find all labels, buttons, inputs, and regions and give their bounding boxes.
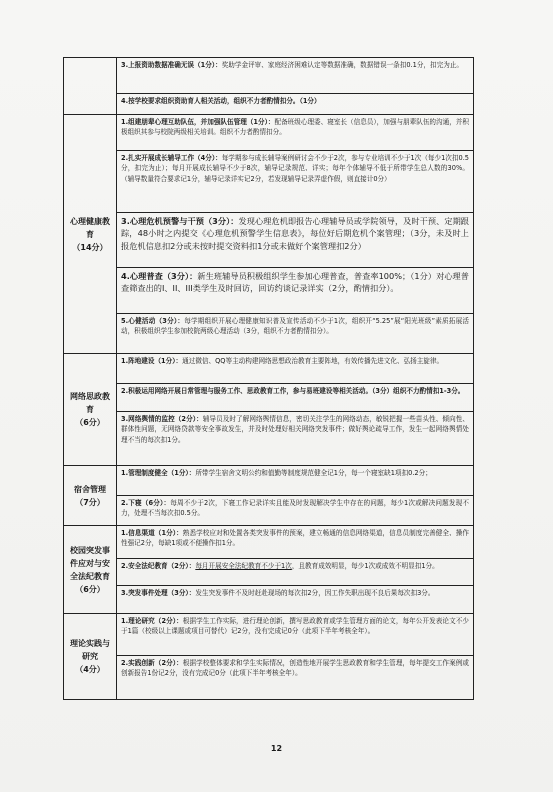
category-cell (64, 354, 117, 466)
category-cell (64, 115, 117, 354)
table-row (64, 526, 474, 559)
table-row (64, 94, 474, 115)
criterion-item: 3.上报资助数据准确无误（1分）：奖助学金评审、家庭经济困难认定等数据准确，数据错误一条扣0.1分，扣完为止。 (117, 58, 474, 94)
criterion-item: 3.心理危机预警与干预（3分）：发现心理危机即报告心理辅导员或学院领导，及时干预、定期跟踪，48小时之内提交《心理危机预警学生信息表》，每位好后期危机个案管理；（3分，未及时上报危机信息扣2分或未按时提交资料扣1分或未做好个案管理扣2分） (117, 213, 474, 268)
criterion-item: 5.心健活动（3分）：每学期组织开展心理健康知识普及宣传活动不少于1次，组织开“5.25”展“阳光班级”素质拓展活动，积极组织学生参加校院两级心理活动（3分，组织不力者酌情扣分）。 (117, 314, 474, 354)
table-row (64, 268, 474, 314)
table-row (64, 115, 474, 151)
table-row (64, 656, 474, 700)
criterion-item: 1.组建朋辈心理互助队伍，并加强队伍管理（1分）：配备班级心理委、寝室长（信息员），加强与朋辈队伍的沟通，并积极组织其参与校院两级相关培训。组织不力者酌情扣分。 (117, 115, 474, 151)
criterion-item: 2.安全法纪教育（2分）：每月开展安全法纪教育不少于1次，且教育成效明显，每少1次或成效不明显扣1分。 (117, 559, 474, 586)
table-row (64, 559, 474, 586)
table-row (64, 412, 474, 466)
category-score: （4分） (75, 665, 105, 674)
category-score: （6分） (75, 418, 105, 427)
criterion-item: 4.按学校要求组织资助育人相关活动，组织不力者酌情扣分。（1分） (117, 94, 474, 115)
criterion-item: 2.积极运用网络开展日常管理与服务工作、思政教育工作，参与易班建设等相关活动。（3分）组织不力酌情扣1-3分。 (117, 384, 474, 412)
category-score: （7分） (75, 497, 105, 507)
table-row (64, 213, 474, 268)
table-row (64, 466, 474, 496)
category-score: （6分） (75, 584, 105, 594)
criterion-item: 3.网络舆情的监控（2分）：辅导员及时了解网络舆情信息，密切关注学生的网络动态，敏锐把握一些苗头性、倾向性、群体性问题，无网络贷款等安全事故发生，并及时处理好相关网络突发事件；做好舆论疏导工作，发生一起网络舆情处理不当的每次扣1分。 (117, 412, 474, 466)
table-row (64, 314, 474, 354)
criterion-item: 3.突发事件处理（3分）：发生突发事件不及时赶赴现场的每次扣2分，因工作失职出现不良后果每次扣3分。 (117, 586, 474, 614)
table-row (64, 354, 474, 384)
category-name: 校园突发事件应对与安全法纪教育 (70, 545, 110, 581)
criterion-item: 4.心理普查（3分）：新生班辅导员积极组织学生参加心理普查，普查率100%；（1分）对心理普查筛查出的I、II、III类学生及时回访，回访约谈记录详实（2分，酌情扣分）。 (117, 268, 474, 314)
criterion-item: 1.信息渠道（1分）：熟悉学校应对和处置各类突发事件的预案，建立畅通的信息网络渠道，信息员制度完善健全、操作性强记2分，每缺1项或不便操作扣1分。 (117, 526, 474, 559)
table-row (64, 151, 474, 213)
category-name: 网络思政教育 (70, 392, 110, 414)
criterion-item: 2.下寝（6分）：每周不少于2次，下寝工作记录详实且能及时发现解决学生中存在的问题，每少1次或解决问题发现不力，处理不当每次扣0.5分。 (117, 496, 474, 526)
category-cell (64, 526, 117, 614)
page-number: 12 (270, 744, 283, 753)
criterion-item: 1.理论研究（2分）：根据学生工作实际，进行理论创新，撰写思政教育或学生管理方面的论文，每年公开发表论文不少于1篇（校级以上课题或项目可替代）记2分，没有完成记0分（此项下半年考核全年）。 (117, 614, 474, 656)
table-row (64, 614, 474, 656)
criterion-item: 2.实践创新（2分）：根据学校整体要求和学生实际情况，创造性地开展学生思政教育和学生管理，每年提交工作案例或创新报告1份记2分，没有完成记0分（此项下半年考核全年）。 (117, 656, 474, 700)
category-name: 理论实践与研究 (70, 639, 110, 661)
table-row (64, 384, 474, 412)
category-cell (64, 614, 117, 700)
assessment-table (63, 57, 474, 700)
table-row (64, 58, 474, 94)
category-cell (64, 58, 117, 115)
criterion-item: 1.阵地建设（1分）：通过微信、QQ等主动构建网络思想政治教育主要阵地，有效传播先进文化、弘扬主旋律。 (117, 354, 474, 384)
criterion-item: 2.扎实开展成长辅导工作（4分）：每学期参与成长辅导案例研讨会不少于2次，参与专业培训不少于1次（每少1次扣0.5分，扣完为止）；每月开展成长辅导不少于8次，辅导记录规范、详实；每年个体辅导不低于所带学生总人数的30%。（辅导数量符合要求记1分，辅导记录详实记2分，若发现辅导记录弄虚作假，则直接计0分） (117, 151, 474, 213)
table-row (64, 496, 474, 526)
category-score: （14分） (72, 242, 108, 252)
category-cell (64, 466, 117, 526)
criterion-item: 1.管理制度健全（1分）：所带学生宿舍文明公约和值勤等制度规范健全记1分，每一个寝室缺1项扣0.2分； (117, 466, 474, 496)
table-row (64, 586, 474, 614)
category-name: 心理健康教育 (70, 216, 110, 239)
category-name: 宿舍管理 (74, 484, 106, 494)
